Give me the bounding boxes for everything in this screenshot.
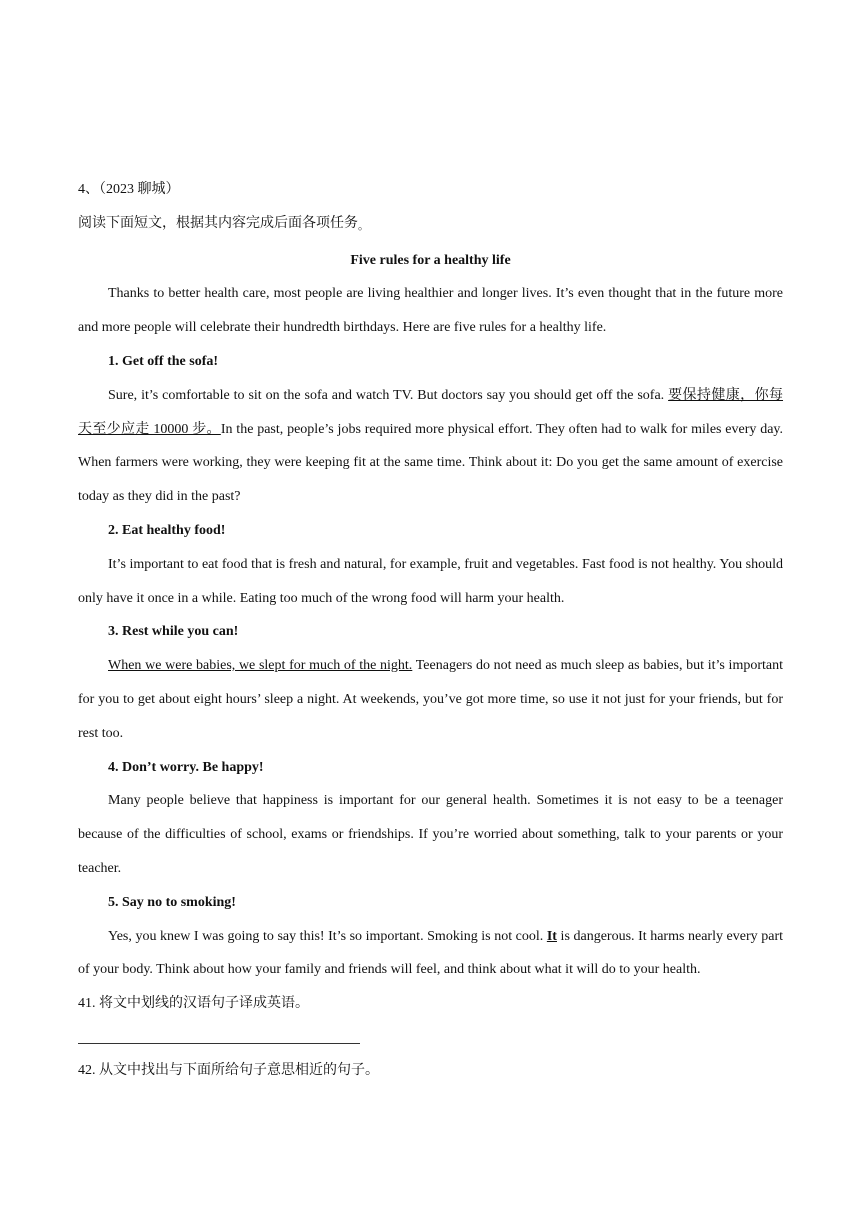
answer-blank-line [78, 1043, 360, 1044]
rule-5-paragraph [78, 920, 783, 988]
article-intro: Thanks to better health care, most people are living healthier and longer lives. It’s even thought that in the future more and more people will celebrate their hundredth birthdays. Here are five rules for a healthy life. [78, 286, 783, 336]
question-number-source: 4、（2023 聊城） [78, 182, 180, 197]
rule-1-paragraph [78, 379, 783, 514]
rule-5-heading: 5. Say no to smoking! [108, 894, 236, 910]
rule-1-text-before: Sure, it’s comfortable to sit on the sofa and watch TV. But doctors say you should get off the sofa. [108, 387, 669, 403]
rule-1-underlined-chinese-sentence: 要保持健康，你每天至少应走 10000 步。 [78, 387, 784, 437]
rule-4-heading: 4. Don’t worry. Be happy! [108, 759, 264, 775]
rule-3-underlined-sentence: When we were babies, we slept for much of the night. [108, 658, 413, 674]
rule-2-heading: 2. Eat healthy food! [108, 522, 226, 538]
rule-5-emphasized-it: It [546, 928, 557, 944]
question-41: 41. 将文中划线的汉语句子译成英语。 [78, 996, 309, 1012]
rule-4-paragraph: Many people believe that happiness is important for our general health. Sometimes it is not easy to be a teenager because of the difficulties of school, exams or friendships. If you’re worried about something, talk to your parents or your teacher. [78, 793, 783, 876]
rule-1-heading: 1. Get off the sofa! [108, 353, 219, 369]
rule-1-text-after: In the past, people’s jobs required more physical effort. They often had to walk for miles every day. When farmers were working, they were keeping fit at the same time. Think about it: Do you get the same amount of exercise today as they did in the past? [78, 421, 784, 505]
rule-3-heading: 3. Rest while you can! [108, 624, 239, 640]
instruction-period: 。 [358, 219, 369, 232]
rule-5-text-after: is dangerous. It harms nearly every part of your body. Think about how your family and friends will feel, and think about what it will do to your health. [78, 928, 783, 978]
rule-3-paragraph [78, 649, 783, 750]
rule-2-paragraph: It’s important to eat food that is fresh and natural, for example, fruit and vegetables. Fast food is not healthy. You should only have it once in a while. Eating too much of the wrong food will harm your health. [78, 556, 783, 606]
question-42: 42. 从文中找出与下面所给句子意思相近的句子。 [78, 1062, 379, 1078]
reading-instruction [78, 207, 783, 244]
rule-5-text-before: Yes, you knew I was going to say this! It’s so important. Smoking is not cool. [108, 928, 547, 944]
rule-3-text-after: Teenagers do not need as much sleep as babies, but it’s important for you to get about eight hours’ sleep a night. At weekends, you’ve got more time, so use it not just for your friends, but for rest too. [78, 658, 783, 741]
article-title: Five rules for a healthy life [350, 252, 511, 268]
instruction-text: 阅读下面短文，根据其内容完成后面各项任务 [78, 215, 358, 231]
document-content [78, 173, 783, 1088]
